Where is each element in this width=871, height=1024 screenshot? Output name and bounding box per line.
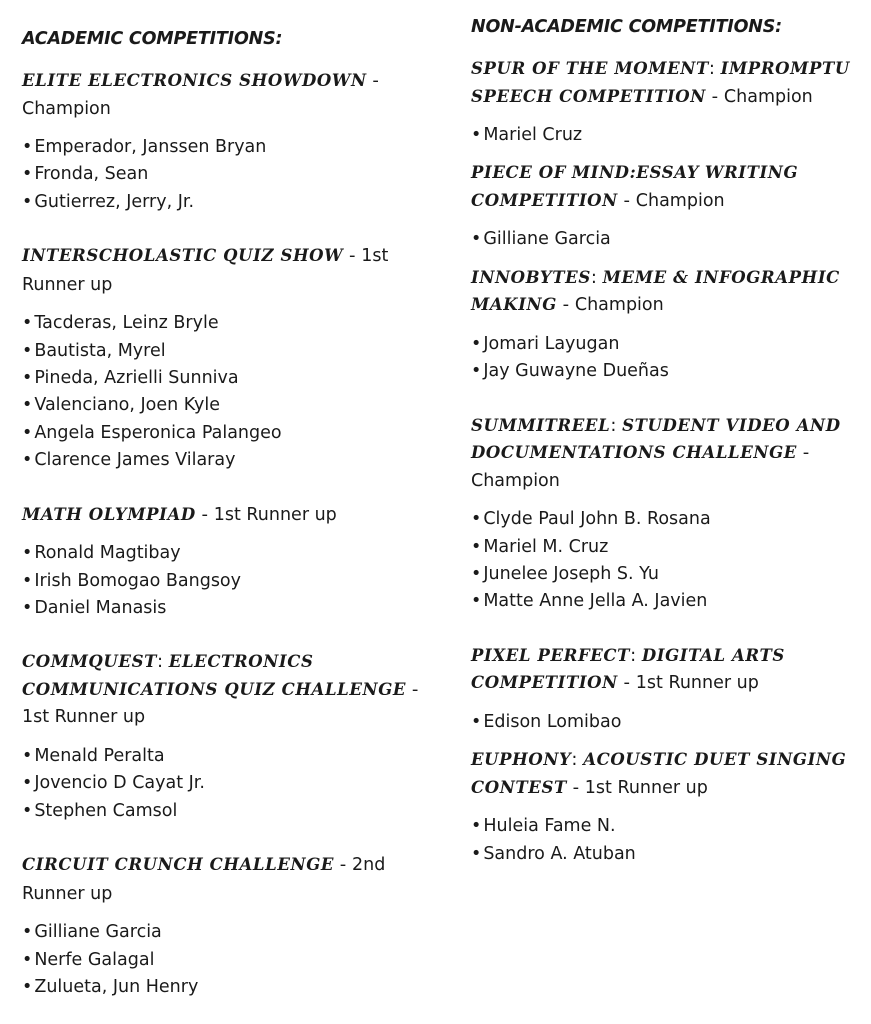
list-item: • Edison Lomibao [471,709,866,736]
competition-spur-of-the-moment [471,55,866,149]
list-item: • Jay Guwayne Dueñas [471,358,866,385]
list-item: • Emperador, Janssen Bryan [22,134,422,161]
list-item: • Zulueta, Jun Henry [22,974,422,1001]
competition-title: INNOBYTES: MEME & INFOGRAPHIC MAKING - Champion [471,266,840,316]
non-academic-column [471,0,866,868]
list-item: • Mariel Cruz [471,122,866,149]
competition-summitreel [471,412,866,616]
list-item: • Fronda, Sean [22,161,422,188]
competition-innobytes [471,264,866,386]
competition-title: EUPHONY: ACOUSTIC DUET SINGING CONTEST - 1st Runner up [471,749,847,798]
competition-pixel-perfect [471,642,866,736]
member-list [22,134,422,216]
competition-interscholastic-quiz [22,242,422,474]
list-item: • Tacderas, Leinz Bryle [22,310,422,337]
competition-euphony [471,746,866,868]
competition-circuit-crunch [22,851,422,1001]
competition-title: CIRCUIT CRUNCH CHALLENGE - 2nd Runner up [22,854,386,904]
list-item: • Gutierrez, Jerry, Jr. [22,189,422,216]
competition-title: SUMMITREEL: STUDENT VIDEO AND DOCUMENTATIONS CHALLENGE - Champion [471,414,841,491]
list-item: • Menald Peralta [22,743,422,770]
member-list [471,226,866,253]
academic-heading: ACADEMIC COMPETITIONS: [22,29,283,49]
competition-title: INTERSCHOLASTIC QUIZ SHOW - 1st Runner up [22,245,389,295]
list-item: • Bautista, Myrel [22,338,422,365]
member-list [22,919,422,1001]
list-item: • Huleia Fame N. [471,813,866,840]
list-item: • Irish Bomogao Bangsoy [22,568,422,595]
member-list [471,331,866,386]
non-academic-heading: NON-ACADEMIC COMPETITIONS: [471,17,782,37]
competition-title: MATH OLYMPIAD - 1st Runner up [22,503,337,525]
member-list [471,709,866,736]
list-item: • Jovencio D Cayat Jr. [22,770,422,797]
list-item: • Valenciano, Joen Kyle [22,392,422,419]
competition-title: ELITE ELECTRONICS SHOWDOWN - Champion [22,70,379,119]
competition-commquest [22,648,422,825]
competition-title: PIXEL PERFECT: DIGITAL ARTS COMPETITION - 1st Runner up [471,644,785,694]
competition-title: SPUR OF THE MOMENT: IMPROMPTU SPEECH COMPETITION - Champion [471,58,850,107]
list-item: • Ronald Magtibay [22,540,422,567]
list-item: • Pineda, Azrielli Sunniva [22,365,422,392]
list-item: • Gilliane Garcia [471,226,866,253]
list-item: • Clarence James Vilaray [22,447,422,474]
list-item: • Angela Esperonica Palangeo [22,420,422,447]
list-item: • Clyde Paul John B. Rosana [471,506,866,533]
list-item: • Daniel Manasis [22,595,422,622]
member-list [471,813,866,868]
list-item: • Matte Anne Jella A. Javien [471,588,866,615]
list-item: • Junelee Joseph S. Yu [471,561,866,588]
academic-column [22,0,422,1001]
list-item: • Sandro A. Atuban [471,841,866,868]
list-item: • Jomari Layugan [471,331,866,358]
list-item: • Gilliane Garcia [22,919,422,946]
list-item: • Mariel M. Cruz [471,534,866,561]
member-list [22,540,422,622]
member-list [471,122,866,149]
member-list [471,506,866,616]
competition-title: PIECE OF MIND:ESSAY WRITING COMPETITION - Champion [471,163,799,211]
list-item: • Stephen Camsol [22,798,422,825]
list-item: • Nerfe Galagal [22,947,422,974]
competition-piece-of-mind [471,159,866,253]
competition-title: COMMQUEST: ELECTRONICS COMMUNICATIONS QUIZ CHALLENGE - 1st Runner up [22,651,419,728]
member-list [22,743,422,825]
competition-math-olympiad [22,501,422,623]
competition-elite-electronics [22,67,422,216]
member-list [22,310,422,474]
